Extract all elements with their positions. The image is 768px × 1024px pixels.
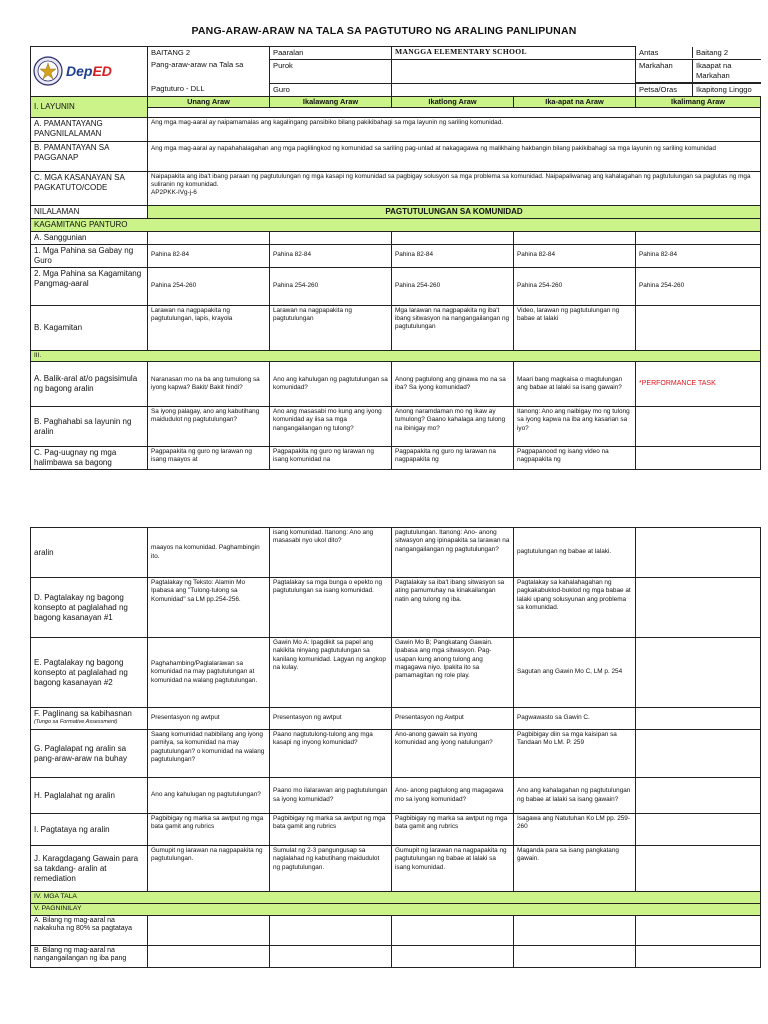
kagamitan-page: Pahina 254-260 (514, 267, 636, 305)
paglalahat-label: H. Paglalahat ng aralin (31, 778, 148, 814)
paglalapat-day: Ano-anong gawain sa inyong komunidad ang iyong natulungan? (392, 730, 514, 778)
kagamitan-page: Pahina 254-260 (636, 267, 761, 305)
antas-value: Baitang 2 (693, 47, 761, 59)
paghahabi-label: B. Paghahabi sa layunin ng aralin (31, 407, 148, 447)
markahan-label: Markahan (636, 60, 693, 83)
purok-value (392, 59, 636, 83)
balik-aral-day: Anong pagtulong ang ginawa mo na sa iba? Sa iyong komunidad? (392, 362, 514, 407)
pagninilay-a-day[interactable] (636, 915, 761, 945)
day-header-1: Unang Araw (148, 96, 270, 107)
pagtalakay-2-day (636, 638, 761, 708)
pagninilay-a-day[interactable] (514, 915, 636, 945)
pagtalakay-1-day: Pagtalakay ng Teksto: Alamin Mo Ipabasa ang "Tulong-tulong sa Komunidad" sa LM pp.254-256. (148, 578, 270, 638)
purok-label: Purok (270, 59, 392, 83)
document-title: PANG-ARAW-ARAW NA TALA SA PAGTUTURO NG ARALING PANLIPUNAN (191, 25, 577, 37)
paglalahat-day: Ano ang kahulugan ng pagtutulungan? (148, 778, 270, 814)
pagtalakay-1-label: D. Pagtalakay ng bagong konsepto at paglalahad ng bagong kasanayan #1 (31, 578, 148, 638)
guro-value (392, 83, 636, 96)
petsa-value: Ikapitong Linggo (693, 84, 761, 96)
pamantayang-label: A. PAMANTAYANG PANGNILALAMAN (31, 117, 148, 141)
performance-task-label: *PERFORMANCE TASK (636, 362, 761, 407)
pagtalakay-2-day: Sagutan ang Gawin Mo C, LM p. 254 (514, 638, 636, 708)
kagamitan-item: Mga larawan na nagpapakita ng iba't ibang sitwasyon na nangangailangan ng pagtutulungan (392, 305, 514, 350)
nilalaman-label: NILALAMAN (31, 205, 148, 218)
paghahabi-day: Sa iyong palagay, ano ang kabutihang maidudulot ng pagtutulungan? (148, 407, 270, 447)
karagdagang-gawain-day: Sumulat ng 2-3 pangungusap sa naglalahad ng kabutihang maidudulot ng pagtutulungan. (270, 846, 392, 892)
kasanayan-code: AP2PKK-IVg-j-6 (151, 189, 197, 197)
gabay-page: Pahina 82-84 (148, 244, 270, 267)
pamantayang-value: Ang mga mag-aaral ay naipamamalas ang kagalingang pansibiko bilang pakikibahagi sa mga layunin ng sariling komunidad. (148, 117, 761, 141)
antas-cell (636, 47, 761, 60)
day-header-4: Ika-apat na Araw (514, 96, 636, 107)
paglinang-label (31, 708, 148, 730)
pag-uugnay-day: Pagpapanood ng isang video na nagpapakita ng (514, 447, 636, 470)
pagninilay-a-day[interactable] (148, 915, 270, 945)
kagamitan-item: Larawan na nagpapakita ng pagtutulungan (270, 305, 392, 350)
pag-uugnay-cont-label: aralin (31, 528, 148, 578)
paghahabi-day: Ano ang masasabi mo kung ang iyong komunidad ay iisa sa mga nangangailangan ng tulong? (270, 407, 392, 447)
pagninilay-heading: V. PAGNINILAY (31, 903, 761, 915)
paglalapat-day (636, 730, 761, 778)
kagamitan-heading: KAGAMITANG PANTURO (31, 218, 761, 231)
paglalahat-day: Ano- anong pagtulong ang magagawa mo sa iyong komunidad? (392, 778, 514, 814)
paglalahat-day: Ano ang kahalagahan ng pagtutulungan ng babae at lalaki sa isang gawain? (514, 778, 636, 814)
kagamitan-page: Pahina 254-260 (270, 267, 392, 305)
day-header-5: Ikalimang Araw (636, 96, 761, 107)
pag-uugnay-day: Pagpapakita ng guro ng larawan ng isang maayos at (148, 447, 270, 470)
logo-cell (31, 47, 148, 97)
kagamitan-item (636, 305, 761, 350)
pagtalakay-2-day: Paghahambing/Paglalarawan sa komunidad na may pagtutulungan at komunidad na walang pagtutulungan. (148, 638, 270, 708)
dll-line-3: Pagtuturo - DLL (148, 83, 270, 96)
pagtalakay-2-label: E. Pagtalakay ng bagong konsepto at paglalahad ng bagong kasanayan #2 (31, 638, 148, 708)
kagamitan-page: Pahina 254-260 (148, 267, 270, 305)
markahan-value: Ikaapat na Markahan (693, 60, 761, 83)
pagtalakay-1-day (636, 578, 761, 638)
pagninilay-b-label: B. Bilang ng mag-aaral na nangangailangan ng iba pang (31, 945, 148, 967)
kagamitan-pages-label: 2. Mga Pahina sa Kagamitang Pangmag-aaral (31, 267, 148, 305)
pagtataya-day: Isagawa ang Natutuhan Ko LM pp. 259-260 (514, 814, 636, 846)
pag-uugnay-day: Pagpapakita ng guro ng larawan ng isang komunidad na (270, 447, 392, 470)
karagdagang-gawain-day: Gumupit ng larawan na nagpapakita ng pagtutulungan ng babae at lalaki sa isang komunidad. (392, 846, 514, 892)
paglalahat-day: Paano mo ilalarawan ang pagtutulungan sa iyong komunidad? (270, 778, 392, 814)
kagamitan-item: Video, larawan ng pagtutulungan ng babae at lalaki (514, 305, 636, 350)
deped-seal-icon (33, 56, 63, 86)
paglinang-day: Presentasyon ng awtput (270, 708, 392, 730)
pagtataya-day (636, 814, 761, 846)
pag-uugnay-cont-day: pagtutulungan ng babae at lalaki. (514, 528, 636, 578)
pagtalakay-2-day: Gawin Mo B; Pangkatang Gawain. Ipabasa ang mga sitwasyon. Pag-usapan kung anong tulong ang magagawa niyo. Ipakita ito sa pamamagitan ng role play. (392, 638, 514, 708)
kagamitan-item: Larawan na nagpapakita ng pagtutulungan, lapis, krayola (148, 305, 270, 350)
gabay-page: Pahina 82-84 (270, 244, 392, 267)
gabay-label: 1. Mga Pahina sa Gabay ng Guro (31, 244, 148, 267)
balik-aral-day: Ano ang kahulugan ng pagtutulungan sa komunidad? (270, 362, 392, 407)
paglalapat-day: Saang komunidad nabibilang ang iyong pamilya, sa komunidad na may pagtutulungan? o komunidad na walang pagtutulungan? (148, 730, 270, 778)
paglinang-day: Presentasyon ng awtput (148, 708, 270, 730)
pag-uugnay-day: Pagpapakita ng guro ng larawan na nagpapakita ng (392, 447, 514, 470)
pagtalakay-1-day: Pagtalakay sa kahalahagahan ng pagkakabuklod-buklod ng mga babae at lalaki upang solusyunan ang problema sa komunidad. (514, 578, 636, 638)
sanggunian-label: A. Sanggunian (31, 231, 148, 244)
pagtalakay-1-day: Pagtalakay sa mga bunga o epekto ng pagtutulungan sa isang komunidad. (270, 578, 392, 638)
gabay-page: Pahina 82-84 (636, 244, 761, 267)
dll-line-2: Pang-araw-araw na Tala sa (148, 59, 270, 83)
guro-label: Guro (270, 83, 392, 96)
kasanayan-text: Naipapakita ang iba't ibang paraan ng pagtutulungan ng mga kasapi ng komunidad sa pagbigay solusyon sa mga problema sa komunidad. Naipapaliwanag ang kahalagahan ng pagtutulungan sa paglutas ng mga suliranin ng komunidad. (151, 172, 751, 188)
grade-level-text: BAITANG 2 (148, 47, 270, 60)
pag-uugnay-label: C. Pag-uugnay ng mga halimbawa sa bagong (31, 447, 148, 470)
pagtalakay-2-day: Gawin Mo A: Ipagdikit sa papel ang nakikita ninyang pagtutulungan sa kanilang komunidad. Lagyan ng angkop na kulay. (270, 638, 392, 708)
pagninilay-b-day[interactable] (392, 945, 514, 967)
paglalapat-day: Pagbibigay diin sa mga kaisipan sa Tandaan Mo LM. P. 259 (514, 730, 636, 778)
kasanayan-value (148, 171, 761, 205)
karagdagang-gawain-day: Gumupit ng larawan na nagpapakita ng pagtutulungan. (148, 846, 270, 892)
pagtataya-day: Pagbibigay ng marka sa awtput ng mga bata gamit ang rubrics (270, 814, 392, 846)
balik-aral-day: Naranasan mo na ba ang tumulong sa iyong kapwa? Bakit/ Bakit hindi? (148, 362, 270, 407)
pagninilay-a-day[interactable] (270, 915, 392, 945)
paglinang-day (636, 708, 761, 730)
petsa-label: Petsa/Oras (636, 84, 693, 96)
paghahabi-day: Anong naramdaman mo ng ikaw ay tumulong? Gaano kahalaga ang tulong na ibinigay mo? (392, 407, 514, 447)
paghahabi-day: Itanong: Ano ang naibigay mo ng tulong sa iyong kapwa na iba ang kasarian sa iyo? (514, 407, 636, 447)
dll-procedure-table (30, 527, 761, 968)
paglinang-day: Presentasyon ng Awtput (392, 708, 514, 730)
pagninilay-b-day[interactable] (514, 945, 636, 967)
pagtataya-day: Pagbibigay ng marka sa awtput ng mga bata gamit ang rubrics (392, 814, 514, 846)
pagninilay-b-day[interactable] (148, 945, 270, 967)
pag-uugnay-cont-day (636, 528, 761, 578)
deped-logo: DepED (66, 63, 112, 80)
paglalapat-label: G. Paglalapat ng aralin sa pang-araw-araw na buhay (31, 730, 148, 778)
kasanayan-label: C. MGA KASANAYAN SA PAGKATUTO/CODE (31, 171, 148, 205)
paglinang-subtitle: (Tungo sa Formative Assessment) (34, 719, 118, 725)
karagdagang-gawain-day (636, 846, 761, 892)
pagninilay-b-day[interactable] (636, 945, 761, 967)
dll-header-table (30, 46, 761, 470)
layunin-heading: I. LAYUNIN (31, 96, 148, 117)
karagdagang-gawain-day: Maganda para sa isang pangkatang gawain. (514, 846, 636, 892)
pag-uugnay-cont-day: maayos na komunidad. Paghambingin ito. (148, 528, 270, 578)
paglalapat-day: Paano nagtutulong-tulong ang mga kasapi ng inyong komunidad? (270, 730, 392, 778)
karagdagang-gawain-label: J. Karagdagang Gawain para sa takdang- aralin at remediation (31, 846, 148, 892)
nilalaman-value: PAGTUTULUNGAN SA KOMUNIDAD (148, 205, 761, 218)
paglinang-title: F. Paglinang sa kabihasnan (34, 709, 132, 718)
paghahabi-day (636, 407, 761, 447)
pagganap-value: Ang mga mag-aaral ay napahahalagahan ang mga paglilingkod ng komunidad sa sariling pag-unlad at nakagagawa ng malikhaing hakbangin bilang pakikibahagi sa mga layunin ng sariling komunidad (148, 141, 761, 171)
layunin-blank (148, 107, 761, 117)
pag-uugnay-cont-day: isang komunidad. Itanong: Ano ang masasabi nyo ukol dito? (270, 528, 392, 578)
pagtataya-label: I. Pagtataya ng aralin (31, 814, 148, 846)
gabay-page: Pahina 82-84 (392, 244, 514, 267)
markahan-cell (636, 59, 761, 83)
mga-tala-heading: IV. MGA TALA (31, 892, 761, 904)
day-header-3: Ikatlong Araw (392, 96, 514, 107)
pagninilay-a-label: A. Bilang ng mag-aaral na nakakuha ng 80% sa pagtataya (31, 915, 148, 945)
pag-uugnay-cont-day: pagtutulungan. Itanong: Ano- anong sitwasyon ang ipinapakita sa larawan na nangangailangan ng pagtutulungan? (392, 528, 514, 578)
paglinang-day: Pagwawasto sa Gawin C. (514, 708, 636, 730)
pagtataya-day: Pagbibigay ng marka sa awtput ng mga bata gamit ang rubrics (148, 814, 270, 846)
pagganap-label: B. PAMANTAYAN SA PAGGANAP (31, 141, 148, 171)
pamamaraan-heading: III. (31, 350, 761, 361)
balik-aral-day: Maari bang magkaisa o magtulungan ang babae at lalaki sa isang gawain? (514, 362, 636, 407)
pag-uugnay-day (636, 447, 761, 470)
petsa-cell (636, 83, 761, 96)
day-header-2: Ikalawang Araw (270, 96, 392, 107)
b-kagamitan-label: B. Kagamitan (31, 305, 148, 350)
pagninilay-b-day[interactable] (270, 945, 392, 967)
paaralan-label: Paaralan (270, 47, 392, 60)
paglalahat-day (636, 778, 761, 814)
school-name: MANGGA ELEMENTARY SCHOOL (392, 47, 636, 60)
kagamitan-page: Pahina 254-260 (392, 267, 514, 305)
pagninilay-a-day[interactable] (392, 915, 514, 945)
balik-aral-label: A. Balik-aral at/o pagsisimula ng bagong aralin (31, 362, 148, 407)
pagtalakay-1-day: Pagtalakay sa iba't ibang sitwasyon sa ating pamumuhay na kinakailangan natin ang tulong ng iba. (392, 578, 514, 638)
gabay-page: Pahina 82-84 (514, 244, 636, 267)
antas-label: Antas (636, 47, 693, 59)
